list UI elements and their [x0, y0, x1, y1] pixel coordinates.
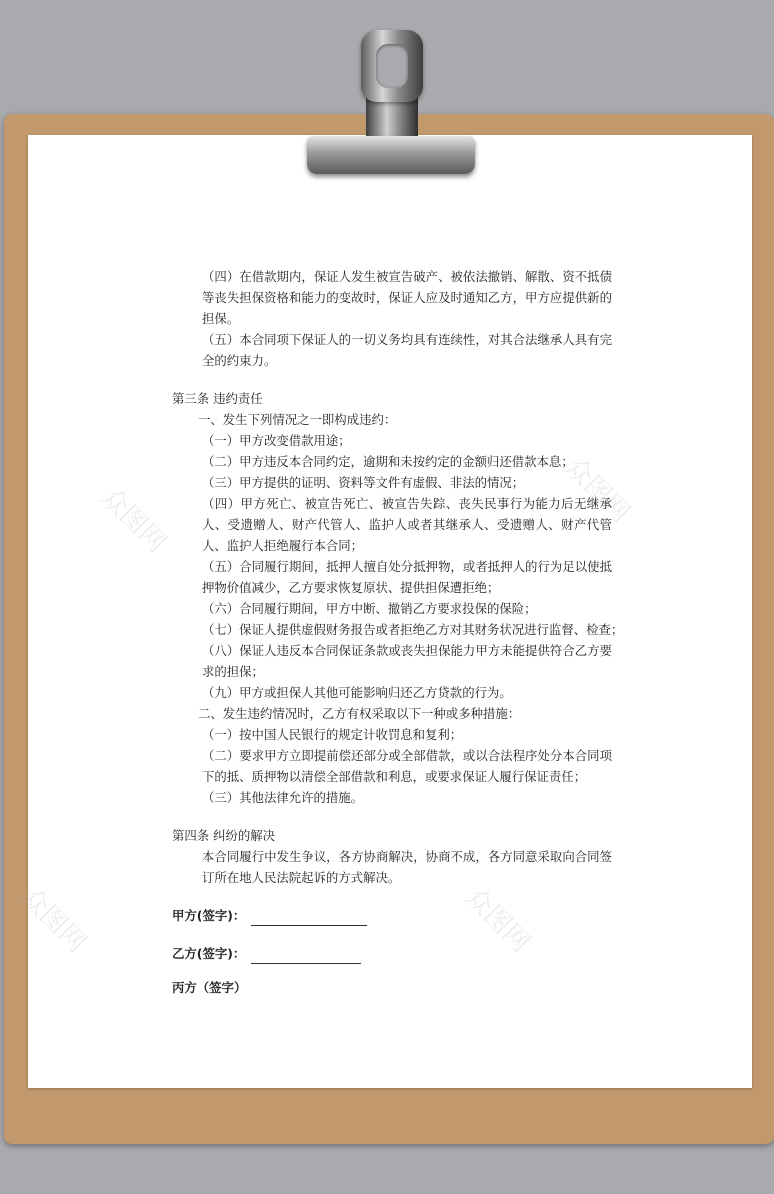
- list-item: （六）合同履行期间，甲方中断、撤销乙方要求投保的保险；: [202, 601, 537, 616]
- paragraph: 本合同履行中发生争议，各方协商解决，协商不成，各方同意采取向合同签订所在地人民法院起诉的方式解决。: [202, 849, 612, 885]
- signature-line: [251, 911, 367, 926]
- signature-line: [251, 949, 361, 964]
- article-title: 第四条 纠纷的解决: [172, 828, 276, 843]
- clip-ring: [361, 30, 423, 102]
- signature-label: 丙方（签字）: [172, 980, 247, 995]
- signature-label: 甲方(签字)：: [172, 908, 246, 923]
- list-item: （二）甲方违反本合同约定，逾期和未按约定的金额归还借款本息；: [202, 454, 574, 469]
- watermark: 众图网: [15, 882, 92, 959]
- clip-icon: [307, 136, 475, 174]
- list-item: 二、发生违约情况时，乙方有权采取以下一种或多种措施：: [198, 706, 521, 721]
- list-item: （三）其他法律允许的措施。: [202, 790, 364, 805]
- signature-label: 乙方(签字)：: [172, 946, 246, 961]
- paragraph: （四）在借款期内，保证人发生被宣告破产、被依法撤销、解散、资不抵债等丧失担保资格和能力的变故时，保证人应及时通知乙方，甲方应提供新的担保。: [202, 269, 612, 326]
- article-title: 第三条 违约责任: [172, 391, 263, 406]
- watermark: 众图网: [559, 452, 636, 529]
- list-item: （一）甲方改变借款用途；: [202, 433, 351, 448]
- list-item: 一、发生下列情况之一即构成违约：: [198, 412, 397, 427]
- list-item: （九）甲方或担保人其他可能影响归还乙方贷款的行为。: [202, 685, 512, 700]
- signature-party-b: [172, 943, 612, 964]
- list-item: （四）甲方死亡、被宣告死亡、被宣告失踪、丧失民事行为能力后无继承人、受遗赠人、财产代管人、监护人或者其继承人、受遗赠人、财产代管人、监护人拒绝履行本合同；: [202, 496, 612, 553]
- list-item: （八）保证人违反本合同保证条款或丧失担保能力甲方未能提供符合乙方要求的担保；: [202, 643, 612, 679]
- list-item: （五）合同履行期间，抵押人擅自处分抵押物，或者抵押人的行为足以使抵押物价值减少，乙方要求恢复原状、提供担保遭拒绝；: [202, 559, 612, 595]
- list-item: （七）保证人提供虚假财务报告或者拒绝乙方对其财务状况进行监督、检查；: [202, 622, 624, 637]
- watermark: 众图网: [95, 482, 172, 559]
- list-item: （二）要求甲方立即提前偿还部分或全部借款，或以合法程序处分本合同项下的抵、质押物以清偿全部借款和利息，或要求保证人履行保证责任；: [202, 748, 612, 784]
- list-item: （三）甲方提供的证明、资料等文件有虚假、非法的情况；: [202, 475, 525, 490]
- paragraph: （五）本合同项下保证人的一切义务均具有连续性，对其合法继承人具有完全的约束力。: [202, 332, 612, 368]
- list-item: （一）按中国人民银行的规定计收罚息和复利；: [202, 727, 463, 742]
- signature-party-a: [172, 905, 612, 926]
- watermark: 众图网: [459, 882, 536, 959]
- signature-party-c: [172, 977, 612, 998]
- document-body: [172, 266, 624, 998]
